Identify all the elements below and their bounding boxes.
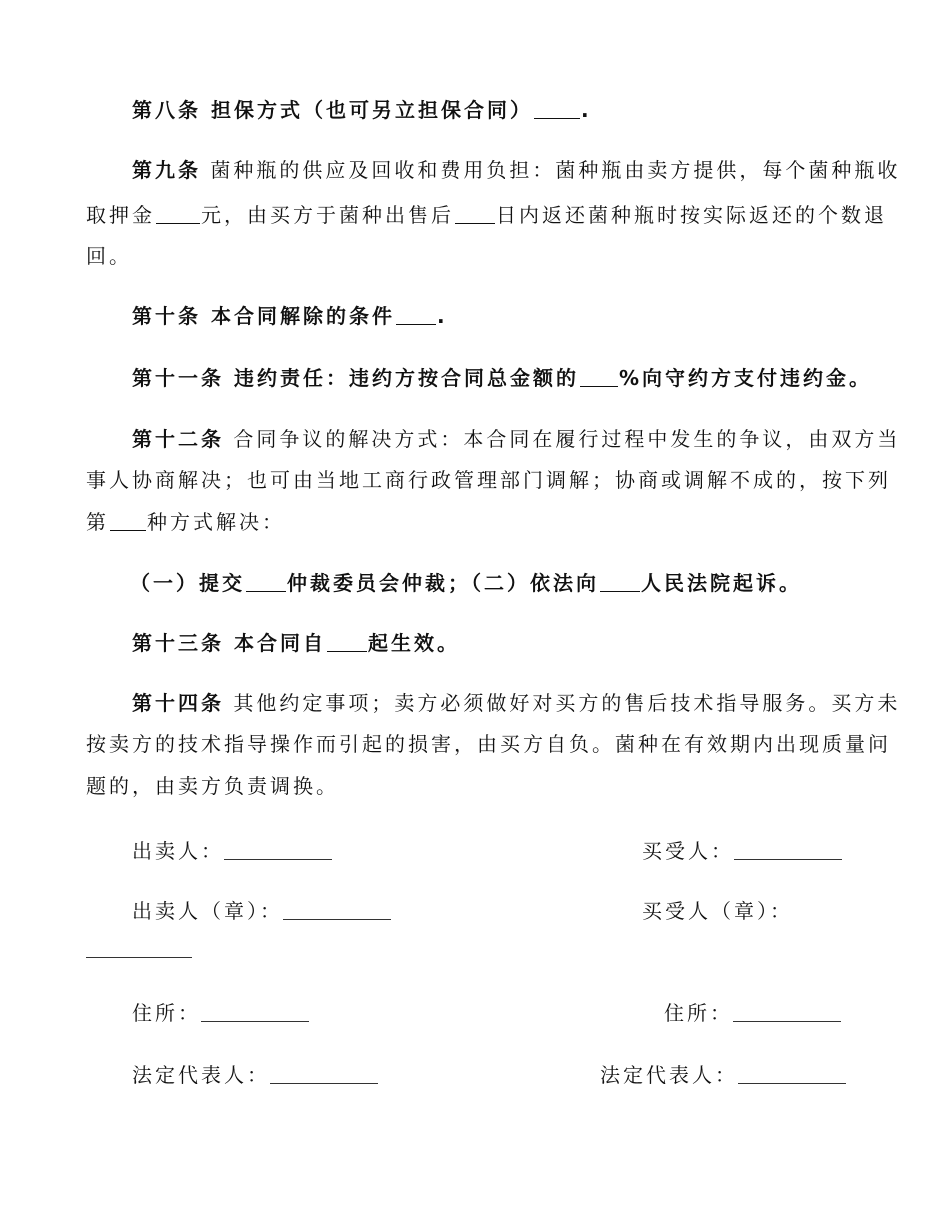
buyer-field [734, 841, 842, 860]
buyer-seal-field [86, 939, 192, 958]
seller-legal-rep-field [270, 1065, 378, 1084]
article-12-line-1 [132, 426, 900, 452]
article-13-text-b: 起生效。 [367, 631, 460, 655]
buyer-legal-rep-field [738, 1065, 846, 1084]
article-13-text-a: 本合同自 [233, 631, 326, 655]
article-12-label: 第十二条 [132, 427, 224, 451]
article-8-end: . [580, 98, 592, 122]
article-14-line-2 [86, 731, 891, 757]
article-12-text-3b: 种方式解决： [147, 510, 285, 534]
article-11-label: 第十一条 [132, 366, 224, 390]
blank-field [327, 633, 367, 652]
article-14-text-3: 题的，由卖方负责调换。 [86, 774, 339, 798]
article-9-line-2 [86, 202, 887, 228]
article-13-label: 第十三条 [132, 631, 224, 655]
seller-address-label: 住所： [132, 1001, 201, 1025]
seller-seal-label: 出卖人（章）： [132, 899, 283, 923]
article-11 [132, 365, 872, 391]
blank-field [534, 100, 580, 119]
article-13 [132, 630, 460, 656]
seller-address-field [201, 1003, 309, 1022]
blank-field [600, 573, 640, 592]
blank-field [110, 512, 146, 531]
buyer-line [642, 838, 842, 864]
seller-seal-line [132, 898, 391, 924]
seller-address-line [132, 1000, 309, 1026]
blank-field [156, 205, 200, 224]
article-11-text-b: %向守约方支付违约金。 [618, 366, 873, 390]
dispute-options [130, 570, 802, 596]
option-2-text: 仲裁委员会仲裁；（二）依法向 [287, 571, 599, 595]
buyer-seal-label: 买受人（章）： [642, 899, 793, 923]
buyer-legal-rep-line [600, 1062, 846, 1088]
article-8 [132, 97, 592, 123]
article-12-text-2: 事人协商解决；也可由当地工商行政管理部门调解；协商或调解不成的，按下列 [86, 468, 891, 492]
article-14-line-3 [86, 773, 339, 799]
blank-field [396, 306, 436, 325]
article-9-text-2b: 元，由买方于菌种出售后 [201, 203, 454, 227]
article-9-text-1: 菌种瓶的供应及回收和费用负担：菌种瓶由卖方提供，每个菌种瓶收 [210, 158, 901, 182]
blank-field [455, 205, 495, 224]
seller-legal-rep-line [132, 1062, 378, 1088]
article-12-line-2 [86, 467, 891, 493]
article-14-text-1: 其他约定事项；卖方必须做好对买方的售后技术指导服务。买方未 [233, 691, 901, 715]
buyer-address-field [733, 1003, 841, 1022]
article-9-text-2a: 取押金 [86, 203, 155, 227]
article-9-line-3 [86, 243, 132, 269]
option-1-text: （一）提交 [130, 571, 245, 595]
article-8-label: 第八条 [132, 98, 201, 122]
seller-line [132, 838, 332, 864]
buyer-label: 买受人： [642, 839, 734, 863]
article-14-label: 第十四条 [132, 691, 224, 715]
buyer-seal-line [642, 898, 793, 924]
article-10-end: . [436, 304, 448, 328]
article-10-label: 第十条 [132, 304, 201, 328]
seller-legal-rep-label: 法定代表人： [132, 1063, 270, 1087]
buyer-address-label: 住所： [664, 1001, 733, 1025]
blank-field [580, 368, 618, 387]
article-14-line-1 [132, 690, 900, 716]
article-12-text-1: 合同争议的解决方式：本合同在履行过程中发生的争议，由双方当 [233, 427, 901, 451]
article-12-line-3 [86, 509, 285, 535]
article-12-text-3a: 第 [86, 510, 109, 534]
article-11-text-a: 违约责任：违约方按合同总金额的 [233, 366, 579, 390]
seller-seal-field [283, 901, 391, 920]
buyer-seal-field-wrap [86, 936, 192, 962]
article-9-label: 第九条 [132, 158, 201, 182]
article-10-text: 本合同解除的条件 [210, 304, 395, 328]
article-9-line-1 [132, 157, 900, 183]
article-9-text-2c: 日内返还菌种瓶时按实际返还的个数退 [496, 203, 887, 227]
article-14-text-2: 按卖方的技术指导操作而引起的损害，由买方自负。菌种在有效期内出现质量问 [86, 732, 891, 756]
article-9-text-3: 回。 [86, 244, 132, 268]
buyer-legal-rep-label: 法定代表人： [600, 1063, 738, 1087]
blank-field [246, 573, 286, 592]
article-8-text: 担保方式（也可另立担保合同） [210, 98, 533, 122]
option-2-end: 人民法院起诉。 [641, 571, 802, 595]
buyer-address-line [664, 1000, 841, 1026]
article-10 [132, 303, 448, 329]
seller-label: 出卖人： [132, 839, 224, 863]
seller-field [224, 841, 332, 860]
